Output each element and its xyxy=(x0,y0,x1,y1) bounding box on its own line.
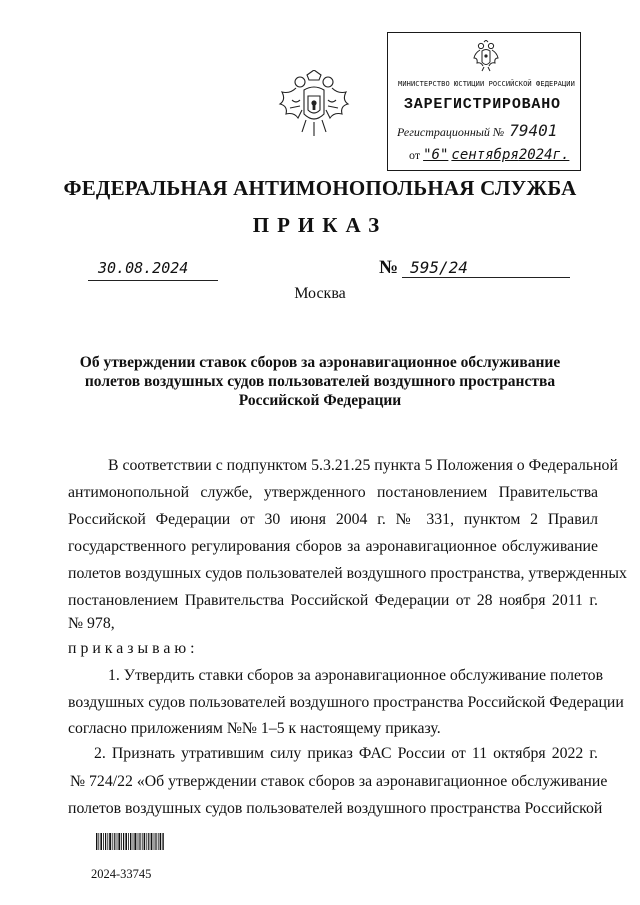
agency-title: ФЕДЕРАЛЬНАЯ АНТИМОНОПОЛЬНАЯ СЛУЖБА xyxy=(63,176,577,200)
item2-line-1: 2. Признать утратившим силу приказ ФАС России от 11 октября 2022 г. xyxy=(94,745,598,762)
document-heading: Об утверждении ставок сборов за аэронавигационное обслуживание полетов воздушных судов пользователей воздушного пространства Российской Федерации xyxy=(79,354,561,409)
intro-line-4: государственного регулирования сборов за аэронавигационное обслуживание xyxy=(68,538,598,555)
item1-line-2: воздушных судов пользователей воздушного пространства Российской Федерации xyxy=(68,694,624,711)
intro-line-6: постановлением Правительства Российской Федерации от 28 ноября 2011 г. xyxy=(68,592,598,609)
registration-stamp xyxy=(387,32,581,171)
item2-line-3: полетов воздушных судов пользователей воздушного пространства Российской xyxy=(68,800,603,817)
stamp-reg-label: Регистрационный № xyxy=(397,125,505,139)
intro-line-5: полетов воздушных судов пользователей воздушного пространства, утвержденных xyxy=(68,565,627,582)
stamp-registered: ЗАРЕГИСТРИРОВАНО xyxy=(404,96,561,113)
city: Москва xyxy=(294,285,346,302)
order-date-field xyxy=(88,256,218,281)
number-sign: № xyxy=(379,257,399,278)
item2-line-2: № 724/22 «Об утверждении ставок сборов за аэронавигационное обслуживание xyxy=(70,773,608,790)
stamp-registration-line xyxy=(397,121,557,140)
item1-line-3: согласно приложениям №№ 1–5 к настоящему приказу. xyxy=(68,720,441,737)
russian-coat-of-arms-icon xyxy=(276,70,352,140)
intro-line-3: Российской Федерации от 30 июня 2004 г. № 331, пунктом 2 Правил xyxy=(68,511,598,528)
stamp-date-year: 2024г. xyxy=(518,147,570,163)
intro-line-1: В соответствии с подпунктом 5.3.21.25 пункта 5 Положения о Федеральной xyxy=(108,457,618,474)
stamp-date-line xyxy=(409,147,569,163)
stamp-reg-number: 79401 xyxy=(509,121,558,140)
stamp-date-day: "6" xyxy=(423,147,449,163)
coat-of-arms-icon xyxy=(473,40,499,72)
intro-line-7: № 978, xyxy=(68,615,115,632)
order-number-field xyxy=(379,257,570,283)
order-date: 30.08.2024 xyxy=(98,259,189,277)
stamp-ministry: МИНИСТЕРСТВО ЮСТИЦИИ РОССИЙСКОЙ ФЕДЕРАЦИИ xyxy=(398,80,575,88)
order-number: 595/24 xyxy=(402,258,570,278)
stamp-date-prefix: от xyxy=(409,148,421,162)
document-type: ПРИКАЗ xyxy=(252,213,388,237)
intro-line-2: антимонопольной службе, утвержденного постановлением Правительства xyxy=(68,484,598,501)
stamp-date-month: сентября xyxy=(451,147,519,163)
item1-line-1: 1. Утвердить ставки сборов за аэронавигационное обслуживание полетов xyxy=(108,667,604,684)
barcode-icon xyxy=(96,833,164,850)
order-word: приказываю: xyxy=(68,640,199,657)
barcode-number: 2024-33745 xyxy=(91,867,152,881)
